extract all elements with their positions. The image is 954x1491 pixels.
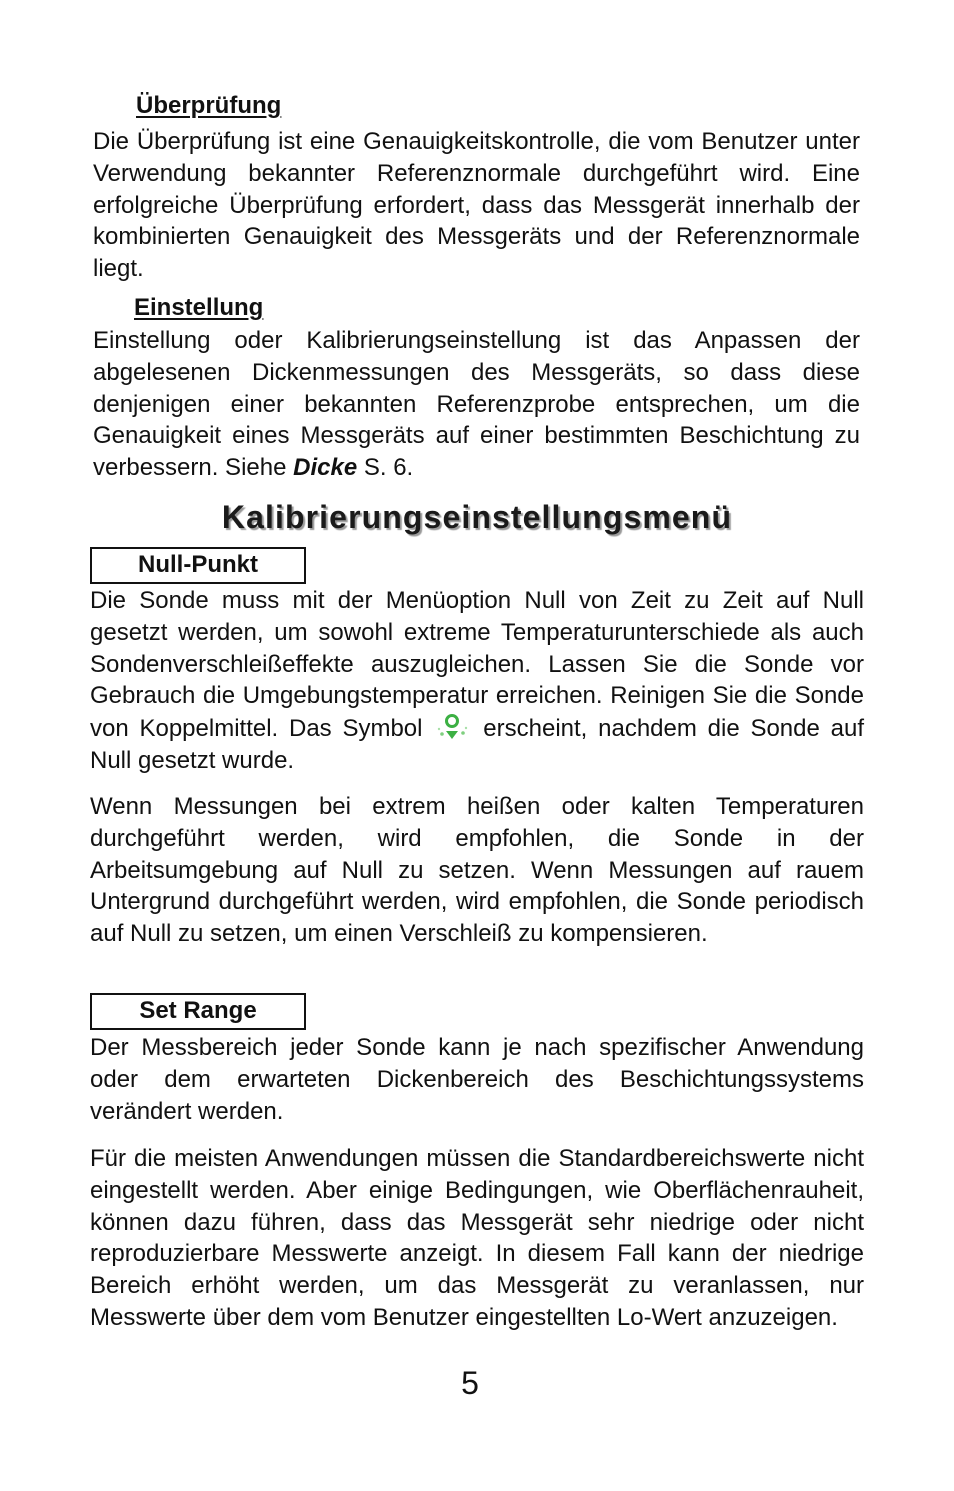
paragraph-set-range-1: Der Messbereich jeder Sonde kann je nach spezifischer Anwendung oder dem erwarteten Dickenbereich des Beschichtungssystems verändert werden. — [90, 1034, 864, 1125]
paragraph-einstellung — [93, 325, 860, 484]
paragraph-null-punkt-2: Wenn Messungen bei extrem heißen oder kalten Temperaturen durchgeführt werden, wird empfohlen, die Sonde in der Arbeitsumgebung auf Null zu setzen. Wenn Messungen auf rauem Untergrund durchgeführt werden, wird empfohlen, die Sonde periodisch auf Null zu setzen, um einen Verschleiß zu kompensieren. — [90, 793, 864, 948]
page-number: 5 — [461, 1365, 479, 1401]
einstellung-text-before: Einstellung oder Kalibrierungseinstellung ist das Anpassen der abgelesenen Dickenmessungen des Messgeräts, so dass diese denjenigen einer bekannten Referenzprobe entsprechen, um die Genauigkeit eines Messgeräts auf einer bestimmten Beschichtung zu verbessern. Siehe — [93, 327, 860, 482]
paragraph-null-punkt-1 — [90, 585, 864, 777]
null-punkt-label: Null-Punkt — [90, 547, 306, 584]
null-punkt-text-after: erscheint, nachdem die Sonde auf Null gesetzt wurde. — [90, 715, 864, 774]
heading-ueberpruefung: Überprüfung — [136, 92, 282, 119]
einstellung-emphasis: Dicke — [293, 454, 358, 482]
paragraph-set-range-2: Für die meisten Anwendungen müssen die Standardbereichswerte nicht eingestellt werden. Aber einige Bedingungen, wie Oberflächenrauheit, können dazu führen, dass das Messgerät sehr niedrige oder nicht reproduzierbare Messwerte anzeigt. In diesem Fall kann der niedrige Bereich erhöht werden, um das Messgerät zu veranlassen, nur Messwerte über dem vom Benutzer eingestellten Lo-Wert anzuzeigen. — [90, 1145, 864, 1331]
heading-einstellung: Einstellung — [134, 294, 264, 321]
menu-title: Kalibrierungseinstellungsmenü — [221, 499, 733, 535]
set-range-label: Set Range — [90, 993, 306, 1030]
paragraph-ueberpruefung: Die Überprüfung ist eine Genauigkeitskontrolle, die vom Benutzer unter Verwendung bekannter Referenznormale durchgeführt wird. Eine erfolgreiche Überprüfung erfordert, dass das Messgerät innerhalb der kombinierten Genauigkeit des Messgeräts und der Referenznormale liegt. — [93, 128, 860, 283]
einstellung-text-after: S. 6. — [363, 454, 414, 482]
null-punkt-text-before: Die Sonde muss mit der Menüoption Null von Zeit zu Zeit auf Null gesetzt werden, um sowohl extreme Temperaturunterschiede als auch Sondenverschleißeffekte auszugleichen. Lassen Sie die Sonde vor Gebrauch die Umgebungstemperatur erreichen. Reinigen Sie die Sonde von Koppelmittel. Das Symbol — [90, 587, 864, 743]
probe-zero-icon — [433, 712, 473, 742]
